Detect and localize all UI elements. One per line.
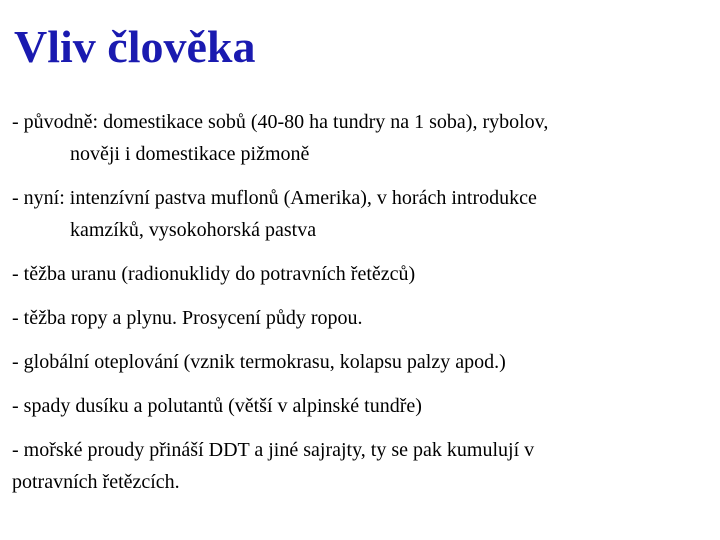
bullet-text-continuation: potravních řetězcích. bbox=[12, 471, 180, 493]
bullet-list bbox=[12, 106, 712, 510]
bullet-text: - spady dusíku a polutantů (větší v alpinské tundře) bbox=[12, 395, 422, 417]
bullet-text: - globální oteplování (vznik termokrasu, kolapsu palzy apod.) bbox=[12, 351, 506, 373]
bullet-item-oil-gas-mining bbox=[12, 302, 712, 334]
bullet-item-ocean-currents bbox=[12, 434, 712, 498]
bullet-item-current-use bbox=[12, 182, 712, 246]
bullet-text-continuation: nověji i domestikace pižmoně bbox=[70, 143, 310, 165]
bullet-item-global-warming bbox=[12, 346, 712, 378]
bullet-item-nitrogen-deposition bbox=[12, 390, 712, 422]
bullet-text: - mořské proudy přináší DDT a jiné sajrajty, ty se pak kumulují v bbox=[12, 439, 535, 461]
bullet-text: - těžba ropy a plynu. Prosycení půdy ropou. bbox=[12, 307, 363, 329]
bullet-item-original-use bbox=[12, 106, 712, 170]
bullet-text: - nyní: intenzívní pastva muflonů (Amerika), v horách introdukce bbox=[12, 187, 537, 209]
bullet-item-uranium-mining bbox=[12, 258, 712, 290]
bullet-text: - původně: domestikace sobů (40-80 ha tundry na 1 soba), rybolov, bbox=[12, 111, 549, 133]
bullet-text-continuation: kamzíků, vysokohorská pastva bbox=[70, 219, 317, 241]
bullet-text: - těžba uranu (radionuklidy do potravních řetězců) bbox=[12, 263, 416, 285]
slide-title: Vliv člověka bbox=[14, 21, 256, 72]
